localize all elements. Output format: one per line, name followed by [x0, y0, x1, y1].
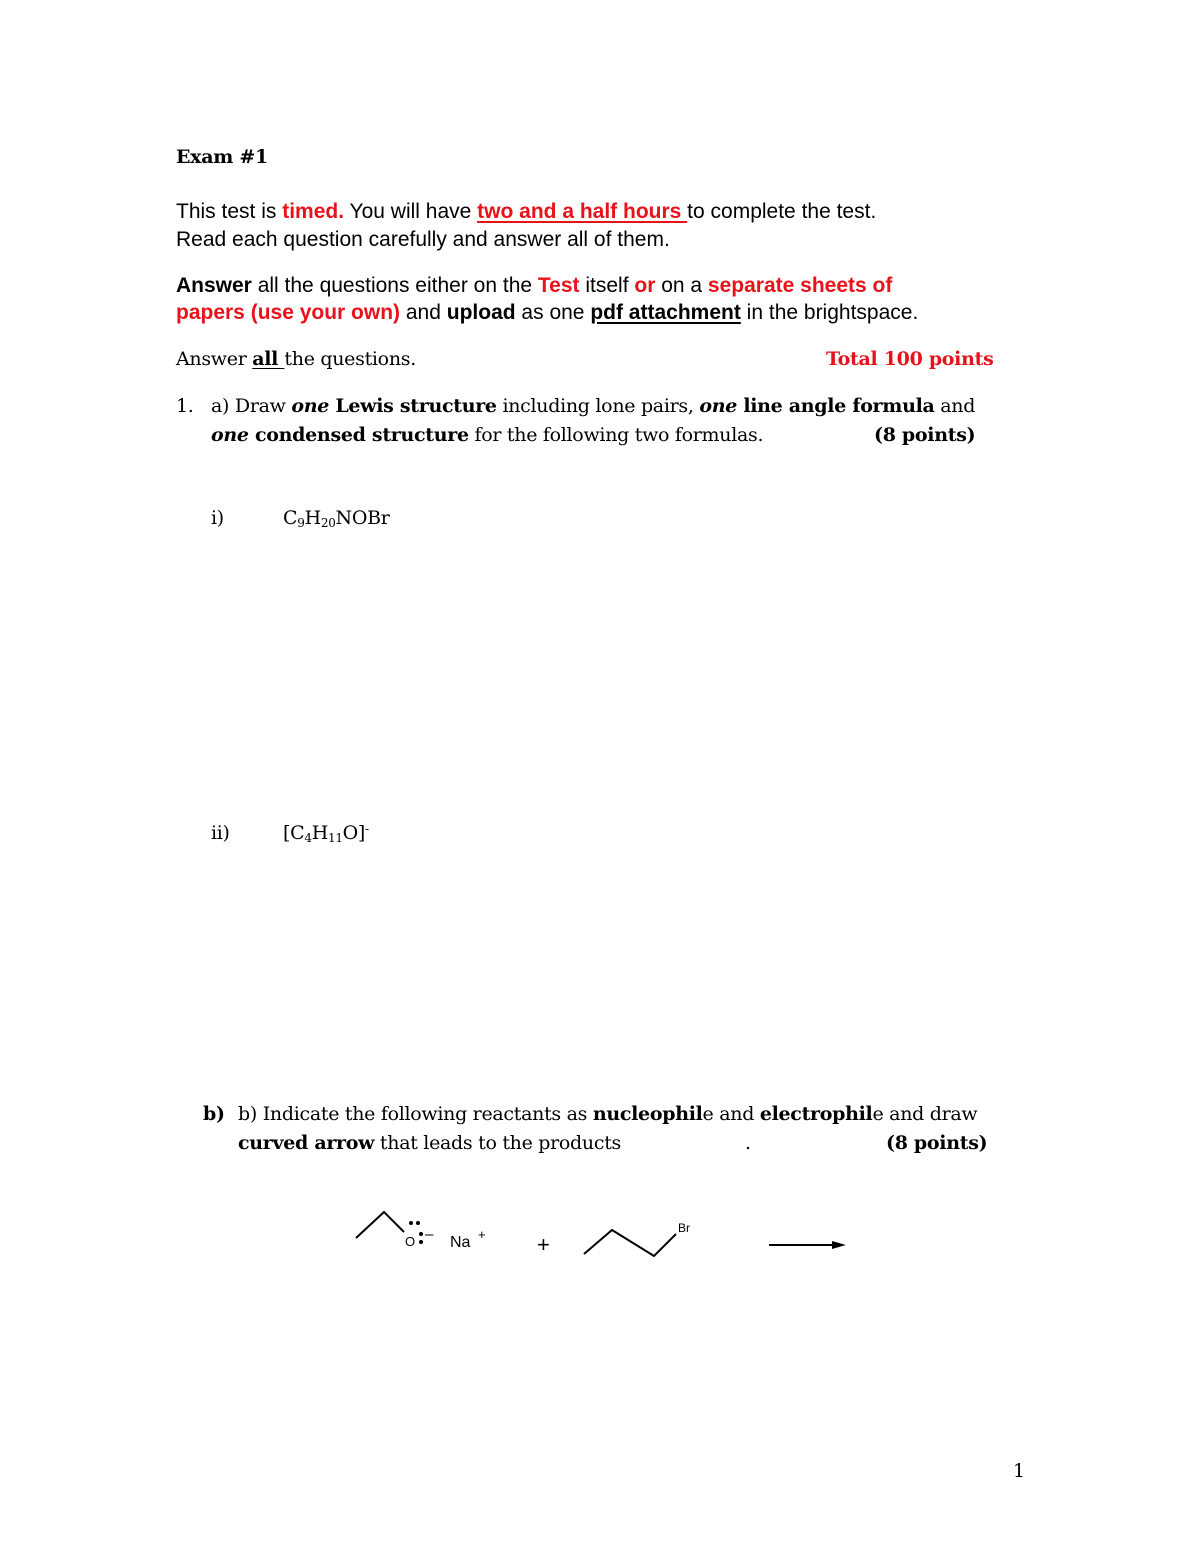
bromopropane-skeleton: [584, 1230, 676, 1256]
timing-line-1: This test is timed. You will have two and a half hours to complete the test.: [176, 200, 877, 223]
timing-line-2: Read each question carefully and answer all of them.: [176, 228, 670, 251]
question-1a-line-2: one condensed structure for the following two formulas.: [211, 424, 764, 446]
question-1b-points: (8 points): [886, 1132, 988, 1154]
plus-sign: +: [537, 1232, 550, 1257]
formula-i-label: i): [211, 507, 224, 529]
lone-pair-dot: [419, 1240, 423, 1244]
question-1b-line-1: b) Indicate the following reactants as nucleophile and electrophile and draw: [238, 1103, 978, 1125]
formula-i: $C_9H_{20}NOBr$: [283, 507, 390, 530]
instructions-line-2: papers (use your own) and upload as one pdf attachment in the brightspace.: [176, 301, 919, 324]
question-1b-dot: .: [745, 1132, 751, 1154]
answer-all-line: Answer all the questions.: [176, 348, 416, 370]
lone-pair-dot: [409, 1221, 413, 1225]
lone-pair-dot: [416, 1221, 420, 1225]
sodium-label: Na: [450, 1234, 471, 1251]
formula-ii-label: ii): [211, 822, 230, 844]
timed-emphasis: timed.: [282, 200, 345, 223]
question-1a-points: (8 points): [874, 424, 976, 446]
question-1b-line-2: curved arrow that leads to the products: [238, 1132, 621, 1154]
question-number: 1.: [176, 395, 194, 417]
duration-emphasis: two and a half hours: [477, 200, 688, 223]
oxygen-atom: O: [405, 1234, 416, 1249]
ethoxide-skeleton: [356, 1212, 404, 1238]
negative-charge: –: [425, 1226, 434, 1243]
reaction-arrow-icon: [832, 1241, 846, 1249]
total-points: Total 100 points: [826, 348, 994, 370]
reaction-scheme: [0, 1200, 1200, 1280]
question-1a-line-1: a) Draw one Lewis structure including lone pairs, one line angle formula and: [211, 395, 976, 417]
sodium-charge: +: [478, 1227, 486, 1242]
lone-pair-dot: [419, 1232, 423, 1236]
formula-ii: $[C_4H_{11}O]^-$: [283, 822, 369, 845]
question-1b-label: b): [203, 1103, 225, 1125]
instructions-line-1: Answer all the questions either on the Test itself or on a separate sheets of: [176, 274, 893, 297]
page-number: 1: [1013, 1460, 1025, 1482]
bromine-atom: Br: [678, 1221, 690, 1235]
exam-title: Exam #1: [176, 146, 268, 168]
